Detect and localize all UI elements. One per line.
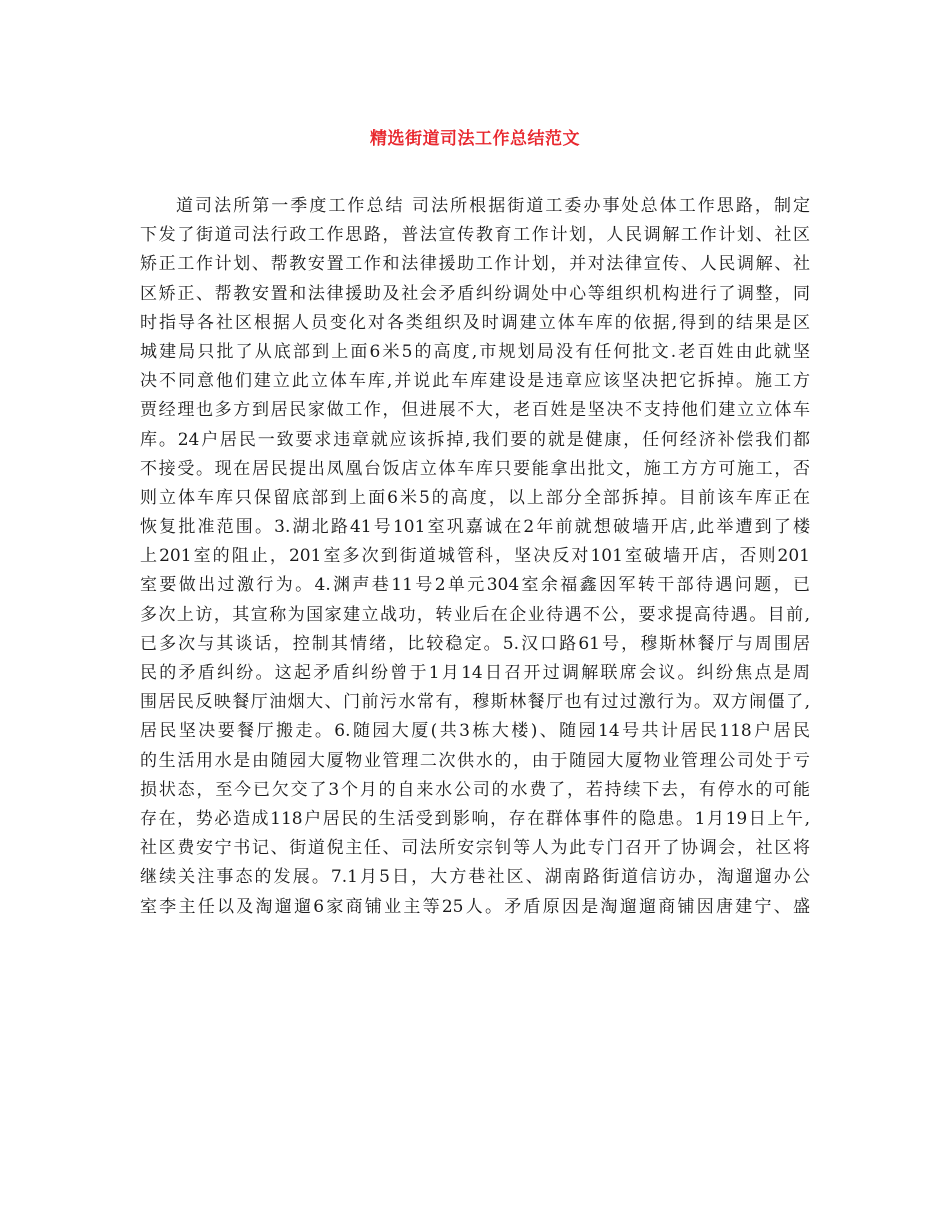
body-line: 时指导各社区根据人员变化对各类组织及时调建立体车库的依据,得到的结果是区 xyxy=(140,312,810,333)
body-line: 社区费安宁书记、街道倪主任、司法所安宗钊等人为此专门召开了协调会，社区将 xyxy=(140,838,810,859)
body-line: 继续关注事态的发展。7.1月5日，大方巷社区、湖南路街道信访办，淘遛遛办公 xyxy=(140,867,810,888)
body-line: 多次上访，其宣称为国家建立战功，转业后在企业待遇不公，要求提高待遇。目前, xyxy=(140,604,810,625)
body-line: 不接受。现在居民提出凤凰台饭店立体车库只要能拿出批文，施工方方可施工，否 xyxy=(140,458,810,479)
body-line: 区矫正、帮教安置和法律援助及社会矛盾纠纷调处中心等组织机构进行了调整，同 xyxy=(140,283,810,304)
body-line: 下发了街道司法行政工作思路，普法宣传教育工作计划，人民调解工作计划、社区 xyxy=(140,225,810,246)
body-line: 室李主任以及淘遛遛6家商铺业主等25人。矛盾原因是淘遛遛商铺因唐建宁、盛 xyxy=(140,896,810,917)
body-line: 恢复批准范围。3.湖北路41号101室巩嘉诚在2年前就想破墙开店,此举遭到了楼 xyxy=(140,517,810,538)
body-line: 存在，势必造成118户居民的生活受到影响，存在群体事件的隐患。1月19日上午, xyxy=(140,808,810,829)
body-line: 库。24户居民一致要求违章就应该拆掉,我们要的就是健康，任何经济补偿我们都 xyxy=(140,429,810,450)
body-line: 居民坚决要餐厅搬走。6.随园大厦(共3栋大楼)、随园14号共计居民118户居民 xyxy=(140,721,810,742)
body-line: 道司法所第一季度工作总结 司法所根据街道工委办事处总体工作思路，制定 xyxy=(176,196,810,216)
body-line: 围居民反映餐厅油烟大、门前污水常有，穆斯林餐厅也有过过激行为。双方闹僵了, xyxy=(140,692,810,713)
body-line: 室要做出过激行为。4.渊声巷11号2单元304室余福鑫因军转干部待遇问题，已 xyxy=(140,575,810,596)
body-line: 矫正工作计划、帮教安置工作和法律援助工作计划，并对法律宣传、人民调解、社 xyxy=(140,254,810,275)
body-line: 则立体车库只保留底部到上面6米5的高度，以上部分全部拆掉。目前该车库正在 xyxy=(140,487,810,508)
body-line: 城建局只批了从底部到上面6米5的高度,市规划局没有任何批文.老百姓由此就坚 xyxy=(140,341,810,362)
body-line: 决不同意他们建立此立体车库,并说此车库建设是违章应该坚决把它拆掉。施工方 xyxy=(140,371,810,392)
body-line: 贾经理也多方到居民家做工作，但进展不大，老百姓是坚决不支持他们建立立体车 xyxy=(140,400,810,421)
body-line: 上201室的阻止，201室多次到街道城管科，坚决反对101室破墙开店，否则201 xyxy=(140,546,810,567)
body-line: 民的矛盾纠纷。这起矛盾纠纷曾于1月14日召开过调解联席会议。纠纷焦点是周 xyxy=(140,663,810,683)
document-title: 精选街道司法工作总结范文 xyxy=(370,129,580,149)
body-line: 损状态，至今已欠交了3个月的自来水公司的水费了，若持续下去，有停水的可能 xyxy=(140,779,810,800)
body-line: 的生活用水是由随园大厦物业管理二次供水的，由于随园大厦物业管理公司处于亏 xyxy=(140,750,810,771)
body-line: 已多次与其谈话，控制其情绪，比较稳定。5.汉口路61号，穆斯林餐厅与周围居 xyxy=(140,633,810,654)
document-body xyxy=(140,192,810,922)
